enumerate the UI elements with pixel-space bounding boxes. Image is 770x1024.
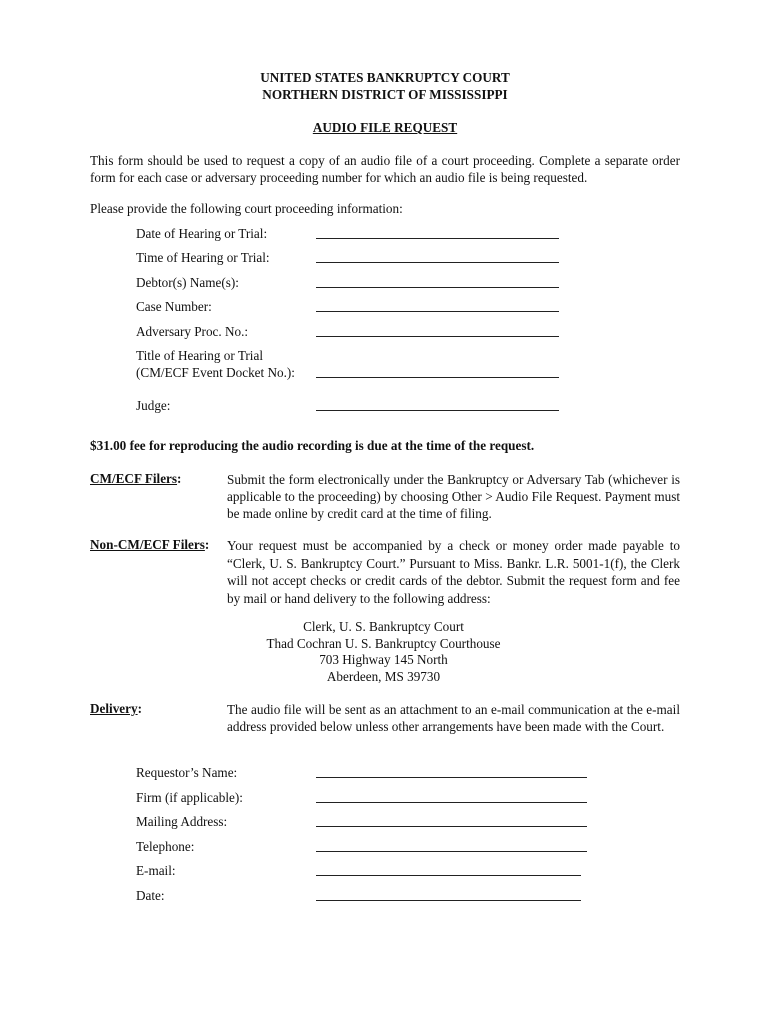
telephone-field[interactable]	[316, 851, 587, 852]
date-label: Date:	[136, 888, 165, 903]
delivery-heading: Delivery:	[90, 701, 143, 716]
hearing-title-field[interactable]	[316, 377, 559, 378]
firm-label: Firm (if applicable):	[136, 790, 243, 805]
telephone-label: Telephone:	[136, 839, 195, 854]
delivery-instructions: The audio file will be sent as an attachment to an e-mail communication at the e-mail address provided below unless other arrangements have been made with the Court.	[227, 702, 680, 734]
hearing-title-label: Title of Hearing or Trial	[136, 348, 263, 363]
debtor-names-label: Debtor(s) Name(s):	[136, 275, 239, 290]
non-cmecf-label: Non-CM/ECF Filers	[90, 537, 205, 552]
date-of-hearing-field[interactable]	[316, 238, 559, 239]
docket-number-label: (CM/ECF Event Docket No.):	[136, 365, 295, 380]
intro-paragraph: This form should be used to request a copy of an audio file of a court proceeding. Complete a separate order form for each case or adversary proceeding number for which an audio file is being requested.	[90, 153, 680, 185]
email-label: E-mail:	[136, 863, 176, 878]
address-line-2: Thad Cochran U. S. Bankruptcy Courthouse	[266, 635, 501, 651]
address-line-1: Clerk, U. S. Bankruptcy Court	[303, 619, 464, 634]
debtor-names-field[interactable]	[316, 287, 559, 288]
cmecf-instructions: Submit the form electronically under the Bankruptcy or Adversary Tab (whichever is applicable to the proceeding) by choosing Other > Audio File Request. Payment must be made online by credit card at the time of filing.	[227, 472, 680, 521]
adversary-proc-field[interactable]	[316, 336, 559, 337]
date-of-hearing-label: Date of Hearing or Trial:	[136, 226, 268, 241]
judge-field[interactable]	[316, 410, 559, 411]
form-title: AUDIO FILE REQUEST	[312, 120, 458, 135]
case-number-field[interactable]	[316, 311, 559, 312]
mailing-address-block	[227, 619, 540, 685]
judge-label: Judge:	[136, 398, 171, 413]
district-name: NORTHERN DISTRICT OF MISSISSIPPI	[262, 87, 508, 102]
fee-notice: $31.00 fee for reproducing the audio recording is due at the time of the request.	[90, 438, 535, 453]
mailing-address-label: Mailing Address:	[136, 814, 228, 829]
address-line-3: 703 Highway 145 North	[319, 652, 448, 667]
non-cmecf-instructions: Your request must be accompanied by a check or money order made payable to “Clerk, U. S. Bankruptcy Court.” Pursuant to Miss. Bankr. L.R. 5001-1(f), the Clerk will not accept checks or credit cards of the debtor. Submit the request form and fee by mail or hand delivery to the following address:	[227, 538, 680, 606]
firm-field[interactable]	[316, 802, 587, 803]
requestor-name-field[interactable]	[316, 777, 587, 778]
time-of-hearing-label: Time of Hearing or Trial:	[136, 250, 270, 265]
email-field[interactable]	[316, 875, 581, 876]
requestor-name-label: Requestor’s Name:	[136, 765, 238, 780]
adversary-proc-label: Adversary Proc. No.:	[136, 324, 249, 339]
time-of-hearing-field[interactable]	[316, 262, 559, 263]
court-name: UNITED STATES BANKRUPTCY COURT	[260, 70, 510, 85]
case-number-label: Case Number:	[136, 299, 212, 314]
mailing-address-field[interactable]	[316, 826, 587, 827]
date-field[interactable]	[316, 900, 581, 901]
address-line-4: Aberdeen, MS 39730	[326, 668, 441, 684]
cmecf-heading: CM/ECF Filers:	[90, 471, 182, 486]
proceeding-prompt: Please provide the following court proceeding information:	[90, 201, 403, 216]
delivery-label: Delivery	[90, 701, 138, 716]
non-cmecf-heading: Non-CM/ECF Filers:	[90, 537, 210, 552]
cmecf-label: CM/ECF Filers	[90, 471, 178, 486]
